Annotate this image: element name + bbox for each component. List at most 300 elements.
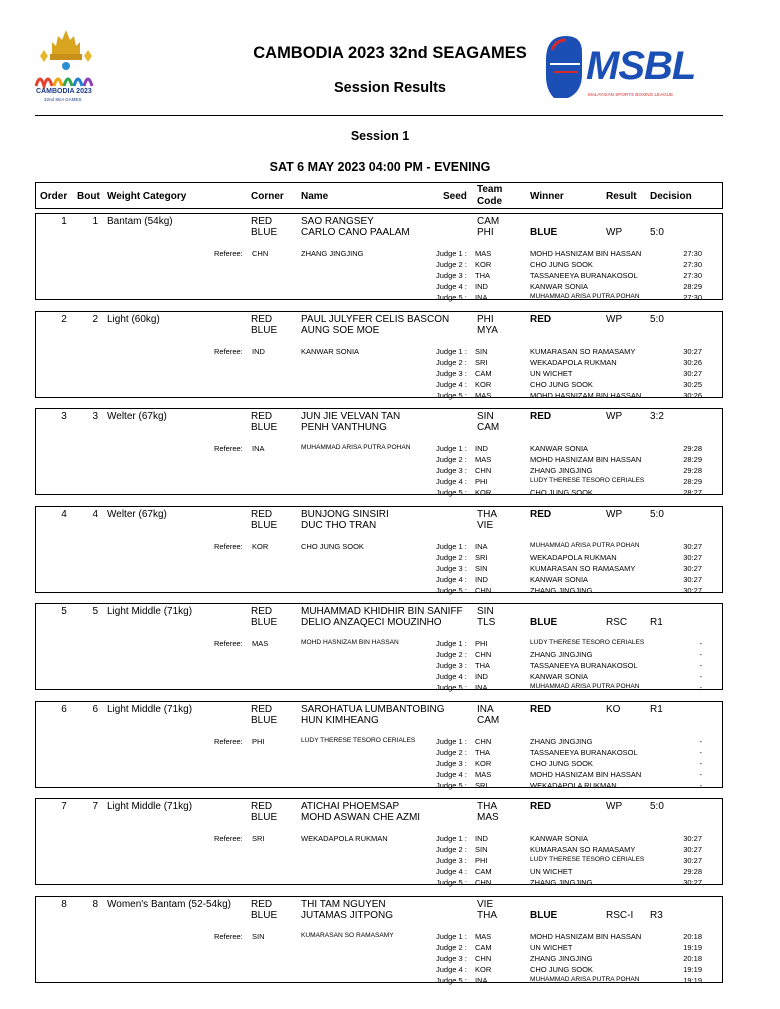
judge-name: KANWAR SONIA: [530, 282, 589, 291]
judge-label: Judge 1 :: [436, 737, 467, 746]
referee-country: MAS: [252, 639, 269, 648]
red-team-code: INA: [477, 704, 494, 715]
judge-label: Judge 1 :: [436, 834, 467, 843]
judge-name: CHO JUNG SOOK: [530, 260, 593, 269]
judge-score: 30:27: [683, 586, 702, 595]
judge-label: Judge 5 :: [436, 683, 467, 692]
red-team-code: PHI: [477, 314, 494, 325]
judge-name: MOHD HASNIZAM BIN HASSAN: [530, 391, 642, 400]
bout-block: [35, 603, 723, 690]
col-code: Code: [477, 196, 502, 207]
bout-block: [35, 506, 723, 593]
column-header-row: [35, 182, 723, 209]
logo-right-text: MSBL: [586, 44, 696, 88]
judge-name: UN WICHET: [530, 369, 573, 378]
order-number: 5: [61, 606, 67, 617]
judge-name: MOHD HASNIZAM BIN HASSAN: [530, 455, 642, 464]
decision-value: R1: [650, 704, 663, 715]
session-name: Session 1: [350, 129, 410, 143]
judge-name: KANWAR SONIA: [530, 672, 589, 681]
judge-label: Judge 3 :: [436, 271, 467, 280]
referee-label: Referee:: [214, 347, 243, 356]
judge-score: 19:19: [683, 943, 702, 952]
red-boxer-name: BUNJONG SINSIRI: [301, 509, 389, 520]
judge-name: WEKADAPOLA RUKMAN: [530, 553, 617, 562]
referee-country: CHN: [252, 249, 269, 258]
judge-score: 30:25: [683, 380, 702, 389]
bout-block: [35, 798, 723, 885]
judge-country: IND: [475, 444, 488, 453]
blue-boxer-name: DELIO ANZAQECI MOUZINHO: [301, 617, 442, 628]
judge-country: INA: [475, 976, 488, 985]
winner-corner: RED: [530, 704, 552, 715]
judge-score: 28:29: [683, 282, 702, 291]
judge-label: Judge 5 :: [436, 293, 467, 302]
judge-country: CHN: [475, 650, 492, 659]
judge-score: -: [699, 759, 702, 768]
judge-score: 30:27: [683, 575, 702, 584]
judge-name: WEKADAPOLA RUKMAN: [530, 781, 617, 790]
bout-block: [35, 701, 723, 788]
judge-country: IND: [475, 834, 488, 843]
corner-blue: BLUE: [251, 617, 278, 628]
corner-red: RED: [251, 411, 273, 422]
judge-name: UN WICHET: [530, 867, 573, 876]
red-boxer-name: SAO RANGSEY: [301, 216, 374, 227]
judge-name: MOHD HASNIZAM BIN HASSAN: [530, 249, 642, 258]
judge-score: 30:26: [683, 358, 702, 367]
judge-country: KOR: [475, 260, 492, 269]
judge-label: Judge 2 :: [436, 260, 467, 269]
blue-boxer-name: HUN KIMHEANG: [301, 715, 379, 726]
judge-score: 30:27: [683, 856, 702, 865]
corner-blue: BLUE: [251, 227, 278, 238]
corner-blue: BLUE: [251, 715, 278, 726]
weight-category: Light Middle (71kg): [107, 606, 193, 617]
judge-name: KUMARASAN SO RAMASAMY: [530, 564, 636, 573]
judge-country: MAS: [475, 249, 492, 258]
winner-corner: RED: [530, 509, 552, 520]
judge-name: MUHAMMAD ARISA PUTRA POHAN: [530, 542, 640, 549]
judge-name: ZHANG JINGJING: [530, 954, 593, 963]
decision-value: 5:0: [650, 509, 664, 520]
judge-label: Judge 2 :: [436, 748, 467, 757]
referee-country: IND: [252, 347, 265, 356]
judge-name: LUDY THERESE TESORO CERIALES: [530, 477, 645, 484]
result-code: RSC-I: [606, 910, 634, 921]
weight-category: Women's Bantam (52-54kg): [107, 899, 231, 910]
judge-label: Judge 4 :: [436, 867, 467, 876]
judge-name: WEKADAPOLA RUKMAN: [530, 358, 617, 367]
col-decision: Decision: [650, 191, 692, 202]
judge-score: 29:28: [683, 466, 702, 475]
judge-score: -: [699, 748, 702, 757]
referee-country: PHI: [252, 737, 265, 746]
referee-label: Referee:: [214, 932, 243, 941]
judge-country: THA: [475, 661, 490, 670]
corner-blue: BLUE: [251, 520, 278, 531]
judge-country: CAM: [475, 867, 492, 876]
judge-country: PHI: [475, 856, 488, 865]
judge-label: Judge 3 :: [436, 759, 467, 768]
judge-name: ZHANG JINGJING: [530, 737, 593, 746]
judge-country: CHN: [475, 586, 492, 595]
judge-label: Judge 4 :: [436, 477, 467, 486]
corner-red: RED: [251, 216, 273, 227]
referee-label: Referee:: [214, 639, 243, 648]
judge-score: 27:30: [683, 271, 702, 280]
judge-country: PHI: [475, 477, 488, 486]
red-team-code: THA: [477, 509, 497, 520]
judge-country: PHI: [475, 639, 488, 648]
logo-left-text: CAMBODIA 2023: [36, 88, 92, 95]
bout-number: 1: [92, 216, 98, 227]
session-datetime: SAT 6 MAY 2023 04:00 PM - EVENING: [269, 160, 491, 174]
referee-country: SRI: [252, 834, 265, 843]
weight-category: Welter (67kg): [107, 411, 167, 422]
order-number: 8: [61, 899, 67, 910]
judge-country: INA: [475, 293, 488, 302]
referee-country: INA: [252, 444, 265, 453]
referee-name: WEKADAPOLA RUKMAN: [301, 834, 388, 843]
judge-country: SIN: [475, 845, 488, 854]
result-code: WP: [606, 801, 623, 812]
judge-score: 27:30: [683, 249, 702, 258]
judge-label: Judge 1 :: [436, 639, 467, 648]
judge-label: Judge 2 :: [436, 455, 467, 464]
referee-label: Referee:: [214, 737, 243, 746]
referee-country: KOR: [252, 542, 269, 551]
weight-category: Bantam (54kg): [107, 216, 173, 227]
bout-number: 3: [92, 411, 98, 422]
judge-label: Judge 4 :: [436, 575, 467, 584]
page-title: CAMBODIA 2023 32nd SEAGAMES: [253, 44, 527, 62]
judge-country: INA: [475, 542, 488, 551]
col-name: Name: [301, 191, 329, 202]
judge-name: CHO JUNG SOOK: [530, 759, 593, 768]
judge-country: SRI: [475, 358, 488, 367]
judge-score: -: [699, 737, 702, 746]
judge-score: 30:27: [683, 542, 702, 551]
winner-corner: BLUE: [530, 617, 558, 628]
winner-corner: RED: [530, 314, 552, 325]
decision-value: 3:2: [650, 411, 664, 422]
judge-name: ZHANG JINGJING: [530, 586, 593, 595]
corner-blue: BLUE: [251, 325, 278, 336]
judge-score: 29:28: [683, 444, 702, 453]
result-code: WP: [606, 509, 623, 520]
judge-name: UN WICHET: [530, 943, 573, 952]
referee-name: LUDY THERESE TESORO CERIALES: [301, 737, 416, 744]
corner-red: RED: [251, 899, 273, 910]
header-divider: [35, 115, 723, 116]
judge-country: IND: [475, 575, 488, 584]
judge-country: SIN: [475, 347, 488, 356]
order-number: 6: [61, 704, 67, 715]
referee-country: SIN: [252, 932, 265, 941]
judge-country: SRI: [475, 553, 488, 562]
result-code: RSC: [606, 617, 628, 628]
decision-value: 5:0: [650, 314, 664, 325]
judge-label: Judge 2 :: [436, 650, 467, 659]
corner-red: RED: [251, 314, 273, 325]
judge-name: ZHANG JINGJING: [530, 878, 593, 887]
corner-red: RED: [251, 606, 273, 617]
judge-score: 20:18: [683, 932, 702, 941]
judge-score: 19:19: [683, 965, 702, 974]
blue-boxer-name: MOHD ASWAN CHE AZMI: [301, 812, 421, 823]
logo-right-caption: MALAYSIAN SPORTS BOXING LEAGUE: [588, 92, 674, 97]
judge-country: CHN: [475, 954, 492, 963]
blue-team-code: THA: [477, 910, 497, 921]
judge-country: IND: [475, 672, 488, 681]
blue-boxer-name: PENH VANTHUNG: [301, 422, 387, 433]
judge-label: Judge 2 :: [436, 943, 467, 952]
corner-red: RED: [251, 704, 273, 715]
red-boxer-name: PAUL JULYFER CELIS BASCON: [301, 314, 450, 325]
red-boxer-name: ATICHAI PHOEMSAP: [301, 801, 400, 812]
judge-country: MAS: [475, 391, 492, 400]
judge-label: Judge 1 :: [436, 444, 467, 453]
judge-name: MOHD HASNIZAM BIN HASSAN: [530, 770, 642, 779]
blue-team-code: PHI: [477, 227, 494, 238]
judge-score: 30:27: [683, 878, 702, 887]
result-code: WP: [606, 314, 623, 325]
judge-score: -: [699, 781, 702, 790]
referee-name: ZHANG JINGJING: [301, 249, 364, 258]
judge-name: MUHAMMAD ARISA PUTRA POHAN: [530, 683, 640, 690]
red-boxer-name: JUN JIE VELVAN TAN: [301, 411, 401, 422]
bout-number: 6: [92, 704, 98, 715]
judge-score: 28:29: [683, 455, 702, 464]
blue-team-code: VIE: [477, 520, 494, 531]
judge-country: CAM: [475, 943, 492, 952]
judge-label: Judge 5 :: [436, 878, 467, 887]
judge-score: 30:27: [683, 347, 702, 356]
judge-label: Judge 4 :: [436, 380, 467, 389]
judge-country: CHN: [475, 466, 492, 475]
judge-score: 28:27: [683, 488, 702, 497]
judge-name: CHO JUNG SOOK: [530, 488, 593, 497]
bout-block: [35, 311, 723, 398]
winner-corner: BLUE: [530, 227, 558, 238]
judge-label: Judge 4 :: [436, 282, 467, 291]
judge-score: 27:30: [683, 293, 702, 302]
red-team-code: SIN: [477, 411, 494, 422]
judge-score: 28:29: [683, 477, 702, 486]
judge-country: IND: [475, 282, 488, 291]
red-team-code: THA: [477, 801, 497, 812]
judge-label: Judge 3 :: [436, 661, 467, 670]
judge-score: 30:27: [683, 834, 702, 843]
judge-name: KANWAR SONIA: [530, 444, 589, 453]
judge-name: MOHD HASNIZAM BIN HASSAN: [530, 932, 642, 941]
judge-label: Judge 4 :: [436, 672, 467, 681]
judge-name: ZHANG JINGJING: [530, 650, 593, 659]
judge-country: CAM: [475, 369, 492, 378]
blue-boxer-name: AUNG SOE MOE: [301, 325, 380, 336]
corner-red: RED: [251, 801, 273, 812]
judge-country: MAS: [475, 932, 492, 941]
red-team-code: VIE: [477, 899, 494, 910]
corner-blue: BLUE: [251, 910, 278, 921]
page-subtitle: Session Results: [333, 80, 446, 96]
judge-label: Judge 2 :: [436, 845, 467, 854]
judge-label: Judge 5 :: [436, 391, 467, 400]
blue-team-code: CAM: [477, 715, 500, 726]
corner-blue: BLUE: [251, 812, 278, 823]
judge-country: KOR: [475, 759, 492, 768]
red-team-code: CAM: [477, 216, 500, 227]
judge-score: 19:19: [683, 976, 702, 985]
judge-country: THA: [475, 271, 490, 280]
winner-corner: RED: [530, 801, 552, 812]
judge-country: SRI: [475, 781, 488, 790]
judge-label: Judge 5 :: [436, 781, 467, 790]
col-bout: Bout: [77, 191, 100, 202]
judge-name: MUHAMMAD ARISA PUTRA POHAN: [530, 976, 640, 983]
order-number: 3: [61, 411, 67, 422]
corner-blue: BLUE: [251, 422, 278, 433]
col-team: Team: [477, 184, 503, 195]
bout-block: [35, 896, 723, 983]
weight-category: Light Middle (71kg): [107, 704, 193, 715]
bout-number: 2: [92, 314, 98, 325]
judge-name: TASSANEEYA BURANAKOSOL: [530, 661, 638, 670]
col-order: Order: [40, 191, 68, 202]
judge-country: KOR: [475, 380, 492, 389]
result-code: WP: [606, 227, 623, 238]
order-number: 1: [61, 216, 67, 227]
referee-name: MOHD HASNIZAM BIN HASSAN: [301, 639, 399, 646]
judge-country: KOR: [475, 488, 492, 497]
decision-value: 5:0: [650, 227, 664, 238]
judge-score: 29:28: [683, 867, 702, 876]
order-number: 7: [61, 801, 67, 812]
judge-label: Judge 3 :: [436, 466, 467, 475]
judge-score: 30:27: [683, 564, 702, 573]
bout-number: 7: [92, 801, 98, 812]
judge-label: Judge 1 :: [436, 347, 467, 356]
referee-name: KANWAR SONIA: [301, 347, 360, 356]
judge-name: CHO JUNG SOOK: [530, 965, 593, 974]
judge-score: 27:30: [683, 260, 702, 269]
bout-number: 4: [92, 509, 98, 520]
judge-country: INA: [475, 683, 488, 692]
judge-score: -: [699, 639, 702, 648]
judge-name: ZHANG JINGJING: [530, 466, 593, 475]
judge-name: TASSANEEYA BURANAKOSOL: [530, 271, 638, 280]
judge-label: Judge 2 :: [436, 358, 467, 367]
judge-label: Judge 1 :: [436, 542, 467, 551]
judge-name: CHO JUNG SOOK: [530, 380, 593, 389]
judge-score: -: [699, 650, 702, 659]
judge-name: MUHAMMAD ARISA PUTRA POHAN: [530, 293, 640, 300]
judge-score: -: [699, 683, 702, 692]
judge-country: MAS: [475, 455, 492, 464]
judge-country: CHN: [475, 737, 492, 746]
blue-boxer-name: JUTAMAS JITPONG: [301, 910, 394, 921]
judge-country: CHN: [475, 878, 492, 887]
judge-country: THA: [475, 748, 490, 757]
referee-name: CHO JUNG SOOK: [301, 542, 364, 551]
red-boxer-name: MUHAMMAD KHIDHIR BIN SANIFF: [301, 606, 463, 617]
red-team-code: SIN: [477, 606, 494, 617]
weight-category: Light (60kg): [107, 314, 160, 325]
referee-name: KUMARASAN SO RAMASAMY: [301, 932, 394, 939]
judge-label: Judge 5 :: [436, 586, 467, 595]
winner-corner: BLUE: [530, 910, 558, 921]
logo-left-subtext: 32nd SEA GAMES: [44, 97, 82, 102]
judge-label: Judge 2 :: [436, 553, 467, 562]
decision-value: R1: [650, 617, 663, 628]
blue-team-code: TLS: [477, 617, 496, 628]
judge-label: Judge 5 :: [436, 488, 467, 497]
judge-name: KUMARASAN SO RAMASAMY: [530, 845, 636, 854]
judge-score: 30:27: [683, 369, 702, 378]
judge-country: MAS: [475, 770, 492, 779]
blue-team-code: MAS: [477, 812, 499, 823]
red-boxer-name: THI TAM NGUYEN: [301, 899, 386, 910]
judge-score: 30:27: [683, 553, 702, 562]
judge-label: Judge 3 :: [436, 369, 467, 378]
winner-corner: RED: [530, 411, 552, 422]
order-number: 4: [61, 509, 67, 520]
bout-number: 5: [92, 606, 98, 617]
referee-label: Referee:: [214, 249, 243, 258]
blue-boxer-name: CARLO CANO PAALAM: [301, 227, 410, 238]
judge-name: KANWAR SONIA: [530, 575, 589, 584]
result-code: KO: [606, 704, 621, 715]
judge-label: Judge 1 :: [436, 249, 467, 258]
col-corner: Corner: [251, 191, 284, 202]
judge-label: Judge 4 :: [436, 770, 467, 779]
referee-label: Referee:: [214, 542, 243, 551]
judge-score: 30:27: [683, 845, 702, 854]
col-weight-category: Weight Category: [107, 191, 187, 202]
judge-score: 20:18: [683, 954, 702, 963]
blue-boxer-name: DUC THO TRAN: [301, 520, 377, 531]
decision-value: 5:0: [650, 801, 664, 812]
judge-label: Judge 3 :: [436, 954, 467, 963]
judge-name: LUDY THERESE TESORO CERIALES: [530, 856, 645, 863]
referee-label: Referee:: [214, 444, 243, 453]
referee-name: MUHAMMAD ARISA PUTRA POHAN: [301, 444, 411, 451]
bout-number: 8: [92, 899, 98, 910]
blue-team-code: MYA: [477, 325, 498, 336]
judge-label: Judge 4 :: [436, 965, 467, 974]
weight-category: Welter (67kg): [107, 509, 167, 520]
red-boxer-name: SAROHATUA LUMBANTOBING: [301, 704, 445, 715]
order-number: 2: [61, 314, 67, 325]
col-seed: Seed: [443, 191, 467, 202]
col-winner: Winner: [530, 191, 564, 202]
judge-score: -: [699, 672, 702, 681]
judge-country: KOR: [475, 965, 492, 974]
judge-name: KANWAR SONIA: [530, 834, 589, 843]
result-code: WP: [606, 411, 623, 422]
judge-name: LUDY THERESE TESORO CERIALES: [530, 639, 645, 646]
bout-block: [35, 408, 723, 495]
col-result: Result: [606, 191, 637, 202]
judge-score: -: [699, 661, 702, 670]
judge-country: SIN: [475, 564, 488, 573]
corner-red: RED: [251, 509, 273, 520]
weight-category: Light Middle (71kg): [107, 801, 193, 812]
bout-block: [35, 213, 723, 300]
judge-score: 30:26: [683, 391, 702, 400]
judge-label: Judge 3 :: [436, 856, 467, 865]
